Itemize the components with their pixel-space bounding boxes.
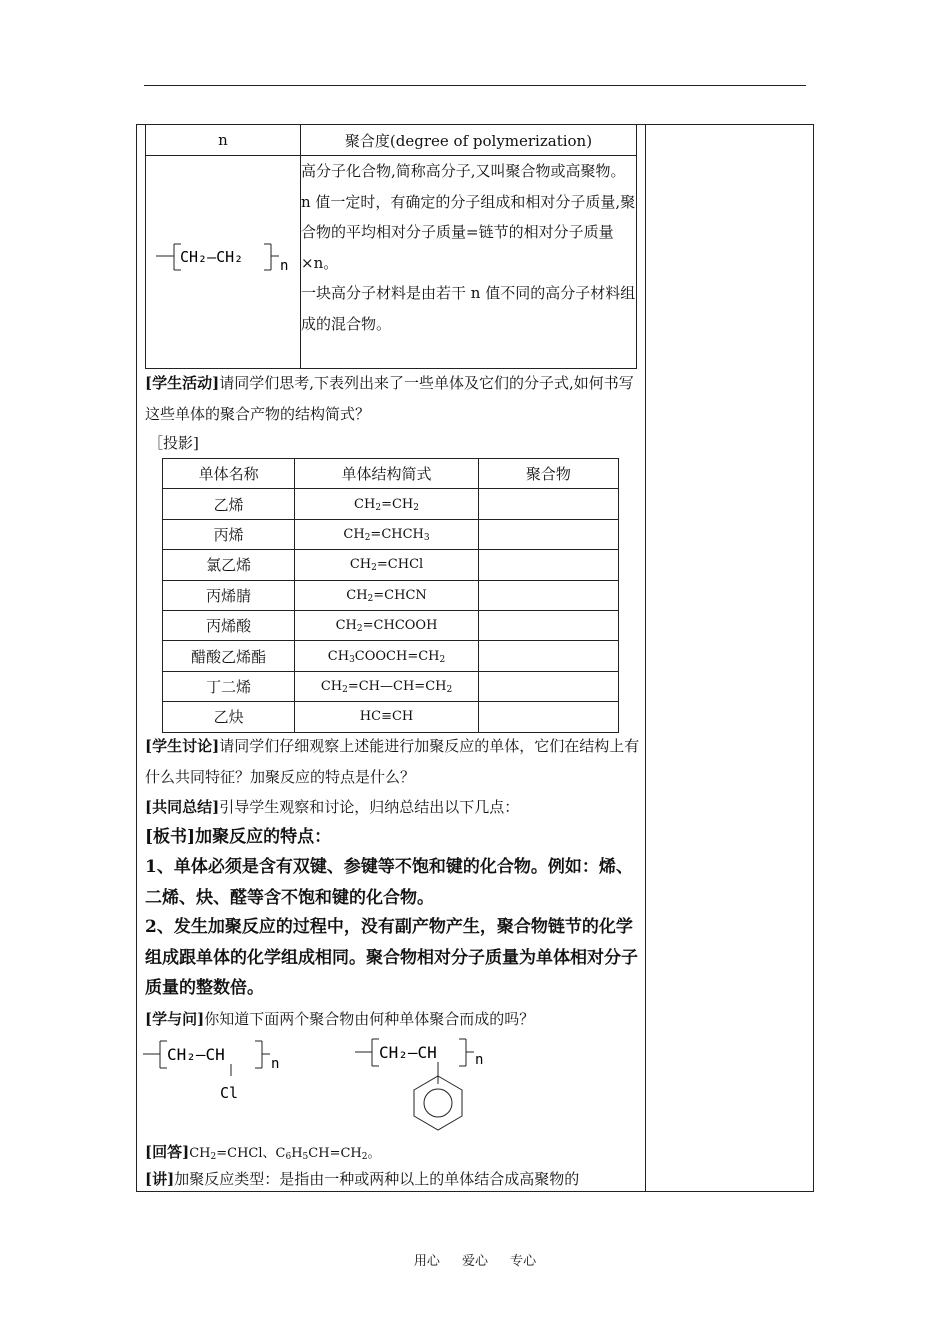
polymer-cell — [478, 641, 618, 671]
table-row — [163, 671, 619, 701]
lecture-label: [讲] — [145, 1170, 175, 1188]
table-row — [163, 519, 619, 549]
table-row — [163, 550, 619, 580]
polystyrene-structure — [352, 1034, 502, 1134]
frame-divider — [645, 124, 646, 1192]
definition-text-cell — [301, 156, 637, 369]
monomer-name: 氯乙烯 — [163, 550, 295, 580]
lecture — [145, 1164, 640, 1195]
monomer-name: 丙烯 — [163, 519, 295, 549]
monomer-name: 醋酸乙烯酯 — [163, 641, 295, 671]
benzene-ring-icon — [414, 1076, 462, 1130]
answer-text: $CH_2=CHCl$、$C_6H_5CH=CH_2$。 — [189, 1146, 381, 1162]
table-row — [163, 702, 619, 732]
polymer-cell — [478, 610, 618, 640]
polyethylene-structure — [146, 240, 300, 280]
term-cell: 聚合度(degree of polymerization) — [301, 125, 637, 156]
board-point-2: 2、发生加聚反应的过程中，没有副产物产生，聚合物链节的化学组成跟单体的化学组成相同。聚合物相对分子质量为单体相对分子质量的整数倍。 — [145, 917, 638, 998]
board-title: 加聚反应的特点： — [195, 827, 332, 847]
pvc-structure — [140, 1036, 300, 1106]
polymer-cell — [478, 519, 618, 549]
table-row — [163, 641, 619, 671]
footer-word-3: 专心 — [510, 1254, 537, 1269]
monomer-name: 乙炔 — [163, 702, 295, 732]
pe-subscript: n — [280, 258, 289, 274]
monomer-formula: $CH_3COOCH=CH_2$ — [295, 641, 479, 671]
polymer-cell — [478, 489, 618, 519]
ps-n: n — [475, 1052, 484, 1068]
answer-label: [回答] — [145, 1143, 190, 1161]
monomer-name: 丁二烯 — [163, 671, 295, 701]
symbol-cell: n — [146, 125, 301, 156]
discussion-label: [学生讨论] — [145, 737, 220, 755]
question — [145, 1004, 640, 1035]
pvc-chlorine: Cl — [220, 1084, 239, 1102]
board-label: [板书] — [145, 827, 196, 847]
table-header-row — [163, 459, 619, 489]
def-paragraph-3: 一块高分子材料是由若干 n 值不同的高分子材料组成的混合物。 — [301, 284, 636, 333]
projection-label: ［投影] — [148, 434, 199, 452]
question-label: [学与问] — [145, 1010, 205, 1028]
activity-label: [学生活动] — [145, 374, 220, 392]
header-polymer: 聚合物 — [478, 459, 618, 489]
student-activity — [145, 368, 640, 429]
monomer-name: 丙烯酸 — [163, 610, 295, 640]
summary-text: 引导学生观察和讨论，归纳总结出以下几点： — [219, 798, 520, 816]
monomer-formula: $CH_2=CH—CH=CH_2$ — [295, 671, 479, 701]
monomer-formula: HC≡CH — [295, 702, 479, 732]
pe-formula-text: CH₂—CH₂ — [180, 248, 244, 266]
board-point-1: 1、单体必须是含有双键、参键等不饱和键的化合物。例如：烯、二烯、炔、醛等含不饱和键的化合物。 — [145, 857, 633, 908]
footer-word-1: 用心 — [413, 1254, 440, 1269]
pvc-formula: CH₂—CH — [167, 1045, 225, 1064]
polymer-cell — [478, 550, 618, 580]
summary — [145, 792, 640, 823]
discussion-text: 请同学们仔细观察上述能进行加聚反应的单体，它们在结构上有什么共同特征？加聚反应的特点是什么？ — [145, 737, 640, 786]
page-footer — [0, 1250, 950, 1269]
footer-word-2: 爱心 — [461, 1254, 488, 1269]
benzene-circle-icon — [424, 1089, 452, 1117]
monomer-name: 乙烯 — [163, 489, 295, 519]
lecture-text: 加聚反应类型：是指由一种或两种以上的单体结合成高聚物的 — [174, 1170, 580, 1188]
polymer-cell — [478, 702, 618, 732]
student-discussion — [145, 731, 640, 792]
monomer-formula: $CH_2=CHCOOH$ — [295, 610, 479, 640]
table-row — [163, 610, 619, 640]
board-heading — [145, 822, 640, 853]
table-row — [163, 580, 619, 610]
monomer-formula: $CH_2=CHCl$ — [295, 550, 479, 580]
header-structure: 单体结构简式 — [295, 459, 479, 489]
monomer-name: 丙烯腈 — [163, 580, 295, 610]
header-monomer-name: 单体名称 — [163, 459, 295, 489]
monomer-formula: $CH_2=CHCN$ — [295, 580, 479, 610]
definition-table — [145, 124, 637, 369]
polymer-cell — [478, 671, 618, 701]
pvc-n: n — [271, 1056, 280, 1072]
def-paragraph-1: 高分子化合物,简称高分子,又叫聚合物或高聚物。 — [301, 162, 626, 180]
summary-label: [共同总结] — [145, 798, 220, 816]
monomer-table — [162, 458, 619, 733]
ps-formula: CH₂—CH — [379, 1043, 437, 1062]
monomer-formula: $CH_2=CH_2$ — [295, 489, 479, 519]
def-paragraph-2: n 值一定时，有确定的分子组成和相对分子质量,聚合物的平均相对分子质量=链节的相对分子质量×n。 — [301, 192, 636, 272]
question-text: 你知道下面两个聚合物由何种单体聚合而成的吗？ — [204, 1010, 535, 1028]
polyethylene-formula-cell — [146, 156, 301, 369]
monomer-formula: $CH_2=CHCH_3$ — [295, 519, 479, 549]
polymer-cell — [478, 580, 618, 610]
activity-text: 请同学们思考,下表列出来了一些单体及它们的分子式,如何书写这些单体的聚合产物的结构简式？ — [145, 374, 634, 423]
header-rule — [144, 85, 806, 86]
table-row — [163, 489, 619, 519]
